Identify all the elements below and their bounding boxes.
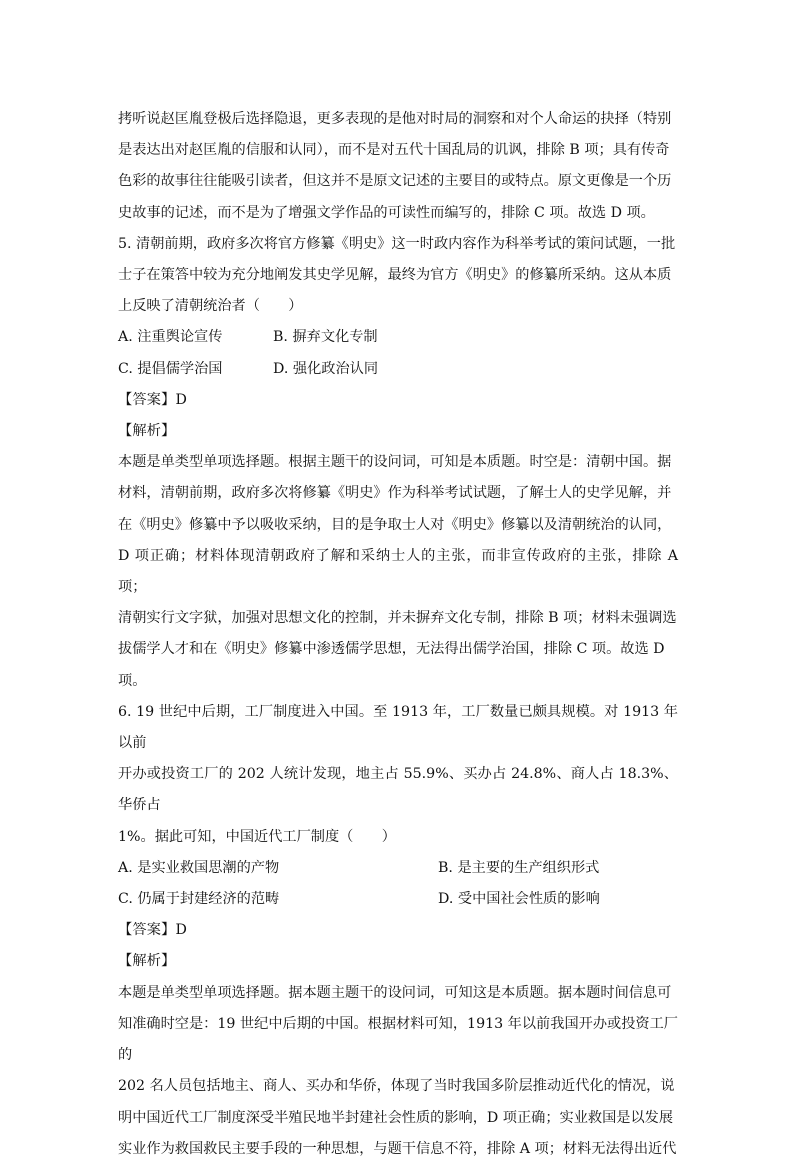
question-6-options-row-1 bbox=[118, 853, 678, 884]
answer-label: 【答案】D bbox=[118, 391, 188, 408]
document-page bbox=[118, 104, 678, 1165]
analysis-line: 拷听说赵匡胤登极后选择隐退，更多表现的是他对时局的洞察和对个人命运的抉择（特别 bbox=[118, 111, 672, 127]
question-6-options-row-2 bbox=[118, 884, 678, 915]
option-b: B. 摒弃文化专制 bbox=[273, 329, 378, 346]
option-b: B. 是主要的生产组织形式 bbox=[438, 859, 600, 876]
analysis-label: 【解析】 bbox=[118, 423, 176, 440]
analysis-line: 在《明史》修纂中予以吸收采纳，目的是争取士人对《明史》修纂以及清朝统治的认同， bbox=[118, 516, 672, 533]
option-a: A. 是实业救国思潮的产物 bbox=[118, 859, 280, 876]
analysis-line: 是表达出对赵匡胤的信服和认同），而不是对五代十国乱局的讥讽，排除 B 项；具有传奇 bbox=[118, 142, 670, 159]
question-6-stem: 开办或投资工厂的 202 人统计发现，地主占 55.9%、买办占 24.8%、商人占 18.3%、华侨占 bbox=[118, 766, 678, 814]
analysis-line: D 项正确；材料体现清朝政府了解和采纳士人的主张，而非宣传政府的主张，排除 A 项； bbox=[118, 547, 678, 596]
analysis-line: 清朝实行文字狱，加强对思想文化的控制，并未摒弃文化专制，排除 B 项；材料未强调选 bbox=[118, 610, 677, 627]
question-5-stem: 士子在策答中较为充分地阐发其史学见解，最终为官方《明史》的修纂所采纳。这从本质 bbox=[118, 267, 672, 284]
question-5-options-row-2 bbox=[118, 354, 678, 385]
analysis-line: 本题是单类型单项选择题。据本题主题干的设问词，可知这是本质题。据本题时间信息可 bbox=[118, 984, 672, 1001]
analysis-line: 202 名人员包括地主、商人、买办和华侨，体现了当时我国多阶层推动近代化的情况，说 bbox=[118, 1078, 675, 1095]
option-d: D. 受中国社会性质的影响 bbox=[438, 891, 600, 908]
analysis-line: 本题是单类型单项选择题。根据主题干的设问词，可知是本质题。时空是：清朝中国。据 bbox=[118, 454, 672, 471]
answer-label: 【答案】D bbox=[118, 922, 188, 939]
option-d: D. 强化政治认同 bbox=[273, 360, 379, 377]
question-6-stem: 6. 19 世纪中后期，工厂制度进入中国。至 1913 年，工厂数量已颇具规模。对 1913 年以前 bbox=[118, 703, 678, 752]
analysis-line: 明中国近代工厂制度深受半殖民地半封建社会性质的影响，D 项正确；实业救国是以发展 bbox=[118, 1109, 674, 1126]
question-6-stem: 1%。据此可知，中国近代工厂制度（ ） bbox=[118, 828, 396, 845]
analysis-line: 项。 bbox=[118, 672, 147, 689]
analysis-line: 色彩的故事往往能吸引读者，但这并不是原文记述的主要目的或特点。原文更像是一个历 bbox=[118, 173, 672, 190]
option-a: A. 注重舆论宣传 bbox=[118, 329, 223, 346]
analysis-line: 拔儒学人才和在《明史》修纂中渗透儒学思想，无法得出儒学治国，排除 C 项。故选 D bbox=[118, 641, 665, 658]
analysis-line: 知准确时空是：19 世纪中后期的中国。根据材料可知，1913 年以前我国开办或投资工厂的 bbox=[118, 1015, 678, 1064]
question-5-stem: 5. 清朝前期，政府多次将官方修纂《明史》这一时政内容作为科举考试的策问试题，一批 bbox=[118, 235, 676, 252]
analysis-label: 【解析】 bbox=[118, 953, 176, 970]
question-5-options-row-1 bbox=[118, 322, 678, 353]
question-5-stem: 上反映了清朝统治者（ ） bbox=[118, 298, 303, 315]
analysis-line: 材料，清朝前期，政府多次将修纂《明史》作为科举考试试题，了解士人的史学见解，并 bbox=[118, 485, 672, 502]
option-c: C. 提倡儒学治国 bbox=[118, 360, 223, 377]
analysis-line: 实业作为救国救民主要手段的一种思想，与题干信息不符，排除 A 项；材料无法得出近代 bbox=[118, 1140, 677, 1157]
option-c: C. 仍属于封建经济的范畴 bbox=[118, 891, 280, 908]
analysis-line: 史故事的记述，而不是为了增强文学作品的可读性而编写的，排除 C 项。故选 D 项。 bbox=[118, 204, 655, 221]
